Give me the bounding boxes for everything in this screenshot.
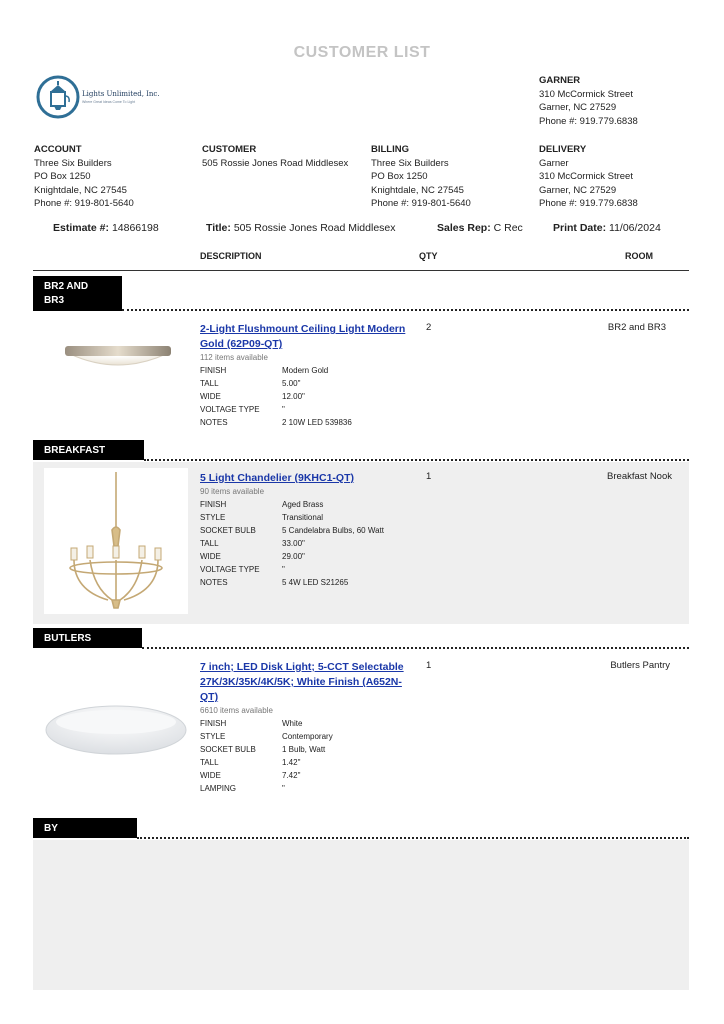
- billing-header: BILLING: [371, 144, 409, 155]
- spec-value: Aged Brass: [282, 500, 324, 509]
- spec-value: ": [282, 784, 285, 793]
- delivery-block: [539, 143, 638, 211]
- spec-value: 1.42": [282, 758, 301, 767]
- spec-value: Transitional: [282, 513, 324, 522]
- spec-value: 29.00": [282, 552, 305, 561]
- spec-key: VOLTAGE TYPE: [200, 405, 260, 414]
- product-details: [200, 322, 415, 429]
- item-qty: 2: [426, 322, 432, 333]
- store-address: [539, 74, 638, 128]
- spec-key: TALL: [200, 539, 219, 548]
- spec-key: STYLE: [200, 732, 226, 741]
- spec-row: [200, 563, 415, 576]
- spec-value: 5.00": [282, 379, 301, 388]
- account-line3: Knightdale, NC 27545: [34, 184, 127, 196]
- item-qty: 1: [426, 660, 432, 671]
- spec-value: 5 Candelabra Bulbs, 60 Watt: [282, 526, 384, 535]
- section-label: BUTLERS PANTRY: [33, 628, 142, 648]
- product-details: [200, 660, 415, 795]
- spec-value: 12.00": [282, 392, 305, 401]
- spec-value: White: [282, 719, 303, 728]
- spec-list: [200, 498, 415, 589]
- customer-line1: 505 Rossie Jones Road Middlesex: [202, 157, 349, 169]
- spec-row: [200, 756, 415, 769]
- item-qty: 1: [426, 471, 432, 482]
- sales-rep: [437, 222, 523, 234]
- spec-row: [200, 377, 415, 390]
- spec-key: WIDE: [200, 771, 221, 780]
- billing-phone: Phone #: 919-801-5640: [371, 198, 471, 209]
- spec-row: [200, 537, 415, 550]
- rep-label: Sales Rep:: [437, 222, 491, 234]
- flushmount-light-image: [56, 330, 180, 375]
- spec-value: Modern Gold: [282, 366, 329, 375]
- product-link[interactable]: 2-Light Flushmount Ceiling Light Modern Gold (62P09-QT): [200, 323, 406, 350]
- spec-list: [200, 364, 415, 429]
- header-rule: [33, 270, 689, 271]
- spec-list: [200, 717, 415, 795]
- spec-row: [200, 416, 415, 429]
- spec-key: FINISH: [200, 719, 227, 728]
- spec-key: WIDE: [200, 392, 221, 401]
- company-name: Lights Unlimited, Inc.: [82, 90, 160, 98]
- company-logo: [36, 72, 176, 124]
- customer-block: [202, 143, 348, 170]
- item-room: Breakfast Nook: [607, 471, 672, 482]
- billing-block: [371, 143, 471, 211]
- spec-row: [200, 511, 415, 524]
- spec-value: Contemporary: [282, 732, 333, 741]
- product-link[interactable]: 7 inch; LED Disk Light; 5-CCT Selectable 27K/3K/35K/4K/5K; White Finish (A652N-QT): [200, 661, 404, 703]
- spec-value: 1 Bulb, Watt: [282, 745, 326, 754]
- account-line2: PO Box 1250: [34, 171, 91, 182]
- title-value: 505 Rossie Jones Road Middlesex: [233, 222, 396, 234]
- spec-row: [200, 364, 415, 377]
- spec-key: NOTES: [200, 578, 228, 587]
- spec-key: TALL: [200, 758, 219, 767]
- print-date: [553, 222, 661, 234]
- section-label: BREAKFAST: [33, 440, 144, 460]
- chandelier-image: [44, 468, 188, 614]
- company-tagline: Where Great Ideas Come To Light: [82, 100, 136, 104]
- spec-key: LAMPING: [200, 784, 237, 793]
- account-block: [34, 143, 134, 211]
- spec-key: FINISH: [200, 366, 227, 375]
- disk-light-image: [44, 700, 188, 765]
- delivery-line3: Garner, NC 27529: [539, 184, 617, 196]
- store-phone: Phone #: 919.779.6838: [539, 115, 638, 127]
- section-divider: [144, 459, 689, 461]
- spec-key: STYLE: [200, 513, 226, 522]
- store-header: GARNER: [539, 75, 581, 86]
- section-divider: [142, 647, 689, 649]
- estimate-label: Estimate #:: [53, 222, 110, 234]
- availability: 112 items available: [200, 353, 268, 362]
- delivery-phone: Phone #: 919.779.6838: [539, 198, 638, 209]
- spec-row: [200, 550, 415, 563]
- spec-key: NOTES: [200, 418, 228, 427]
- store-line1: 310 McCormick Street: [539, 88, 633, 100]
- estimate-value: 14866198: [111, 222, 159, 234]
- spec-key: WIDE: [200, 552, 221, 561]
- spec-value: 33.00": [282, 539, 305, 548]
- product-details: [200, 471, 415, 589]
- account-phone: Phone #: 919-801-5640: [34, 198, 134, 209]
- spec-row: [200, 782, 415, 795]
- spec-row: [200, 498, 415, 511]
- page-title: CUSTOMER LIST: [293, 44, 431, 61]
- spec-row: [200, 524, 415, 537]
- spec-value: ": [282, 405, 285, 414]
- section-label-line1: BR2 AND: [44, 281, 89, 292]
- billing-line1: Three Six Builders: [371, 157, 449, 169]
- rep-value: C Rec: [493, 222, 523, 234]
- spec-row: [200, 730, 415, 743]
- spec-value: 7.42": [282, 771, 301, 780]
- product-link[interactable]: 5 Light Chandelier (9KHC1-QT): [200, 472, 355, 484]
- customer-header: CUSTOMER: [202, 144, 257, 155]
- availability: 90 items available: [200, 487, 265, 496]
- spec-row: [200, 576, 415, 589]
- item-room: BR2 and BR3: [607, 322, 666, 333]
- section-divider: [137, 837, 689, 839]
- spec-row: [200, 403, 415, 416]
- delivery-line1: Garner: [539, 157, 569, 169]
- lantern-logo-icon: [36, 72, 80, 122]
- delivery-header: DELIVERY: [539, 144, 587, 155]
- section-label: [33, 276, 122, 311]
- spec-key: SOCKET BULB: [200, 526, 256, 535]
- spec-key: VOLTAGE TYPE: [200, 565, 260, 574]
- availability: 6610 items available: [200, 706, 273, 715]
- spec-value: 5 4W LED S21265: [282, 578, 349, 587]
- store-line2: Garner, NC 27529: [539, 102, 617, 113]
- spec-value: 2 10W LED 539836: [282, 418, 352, 427]
- account-header: ACCOUNT: [34, 144, 82, 155]
- account-line1: Three Six Builders: [34, 157, 112, 169]
- billing-line2: PO Box 1250: [371, 171, 428, 182]
- spec-key: TALL: [200, 379, 219, 388]
- date-value: 11/06/2024: [609, 222, 661, 234]
- spec-row: [200, 390, 415, 403]
- estimate-title: [206, 222, 396, 234]
- date-label: Print Date:: [553, 222, 607, 234]
- spec-row: [200, 717, 415, 730]
- column-qty: QTY: [419, 251, 438, 261]
- section-label-line2: BR3: [44, 295, 65, 306]
- empty-section-area: [33, 840, 689, 990]
- spec-value: ": [282, 565, 285, 574]
- spec-row: [200, 769, 415, 782]
- column-room: ROOM: [625, 251, 653, 261]
- item-room: Butlers Pantry: [610, 660, 670, 671]
- spec-key: FINISH: [200, 500, 227, 509]
- spec-key: SOCKET BULB: [200, 745, 256, 754]
- delivery-line2: 310 McCormick Street: [539, 171, 633, 182]
- section-label: BY: [33, 818, 137, 838]
- title-label: Title:: [206, 222, 231, 234]
- column-description: DESCRIPTION: [200, 251, 262, 261]
- spec-row: [200, 743, 415, 756]
- section-divider: [122, 309, 689, 311]
- billing-line3: Knightdale, NC 27545: [371, 184, 464, 196]
- estimate-number: [53, 222, 159, 234]
